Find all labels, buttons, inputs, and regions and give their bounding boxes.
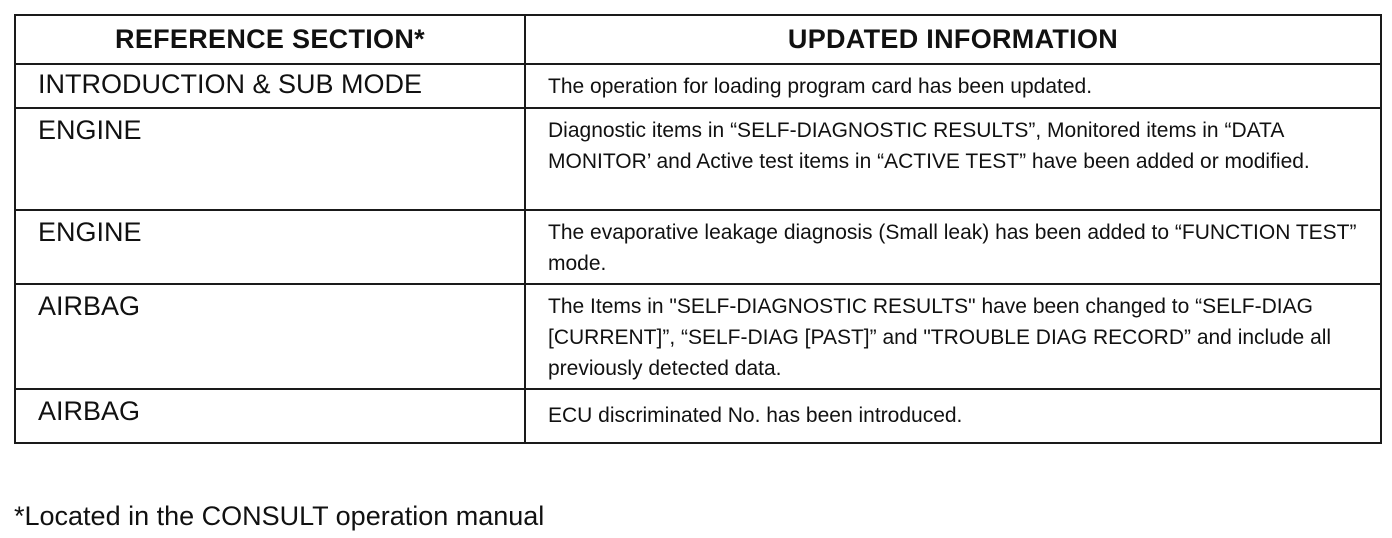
column-header-reference-section: REFERENCE SECTION* [15, 15, 525, 64]
updated-info-cell: The operation for loading program card has been updated. [525, 64, 1381, 108]
updated-info-cell: The Items in "SELF-DIAGNOSTIC RESULTS" have been changed to “SELF-DIAG [CURRENT]”, “SELF-DIAG [PAST]” and "TROUBLE DIAG RECORD” and include all previously detected data. [525, 284, 1381, 389]
table-row [15, 389, 1381, 443]
table-row [15, 64, 1381, 108]
reference-cell: AIRBAG [15, 284, 525, 389]
table-row [15, 284, 1381, 389]
reference-cell: INTRODUCTION & SUB MODE [15, 64, 525, 108]
reference-cell: ENGINE [15, 108, 525, 210]
updated-info-cell: Diagnostic items in “SELF-DIAGNOSTIC RESULTS”, Monitored items in “DATA MONITOR’ and Active test items in “ACTIVE TEST” have been added or modified. [525, 108, 1381, 210]
updated-info-cell: ECU discriminated No. has been introduced. [525, 389, 1381, 443]
updated-info-cell: The evaporative leakage diagnosis (Small leak) has been added to “FUNCTION TEST” mode. [525, 210, 1381, 284]
table-row [15, 210, 1381, 284]
reference-table [14, 14, 1382, 444]
reference-cell: ENGINE [15, 210, 525, 284]
table-header-row [15, 15, 1381, 64]
reference-cell: AIRBAG [15, 389, 525, 443]
table-row [15, 108, 1381, 210]
footnote: *Located in the CONSULT operation manual [14, 501, 545, 531]
column-header-updated-information: UPDATED INFORMATION [525, 15, 1381, 64]
